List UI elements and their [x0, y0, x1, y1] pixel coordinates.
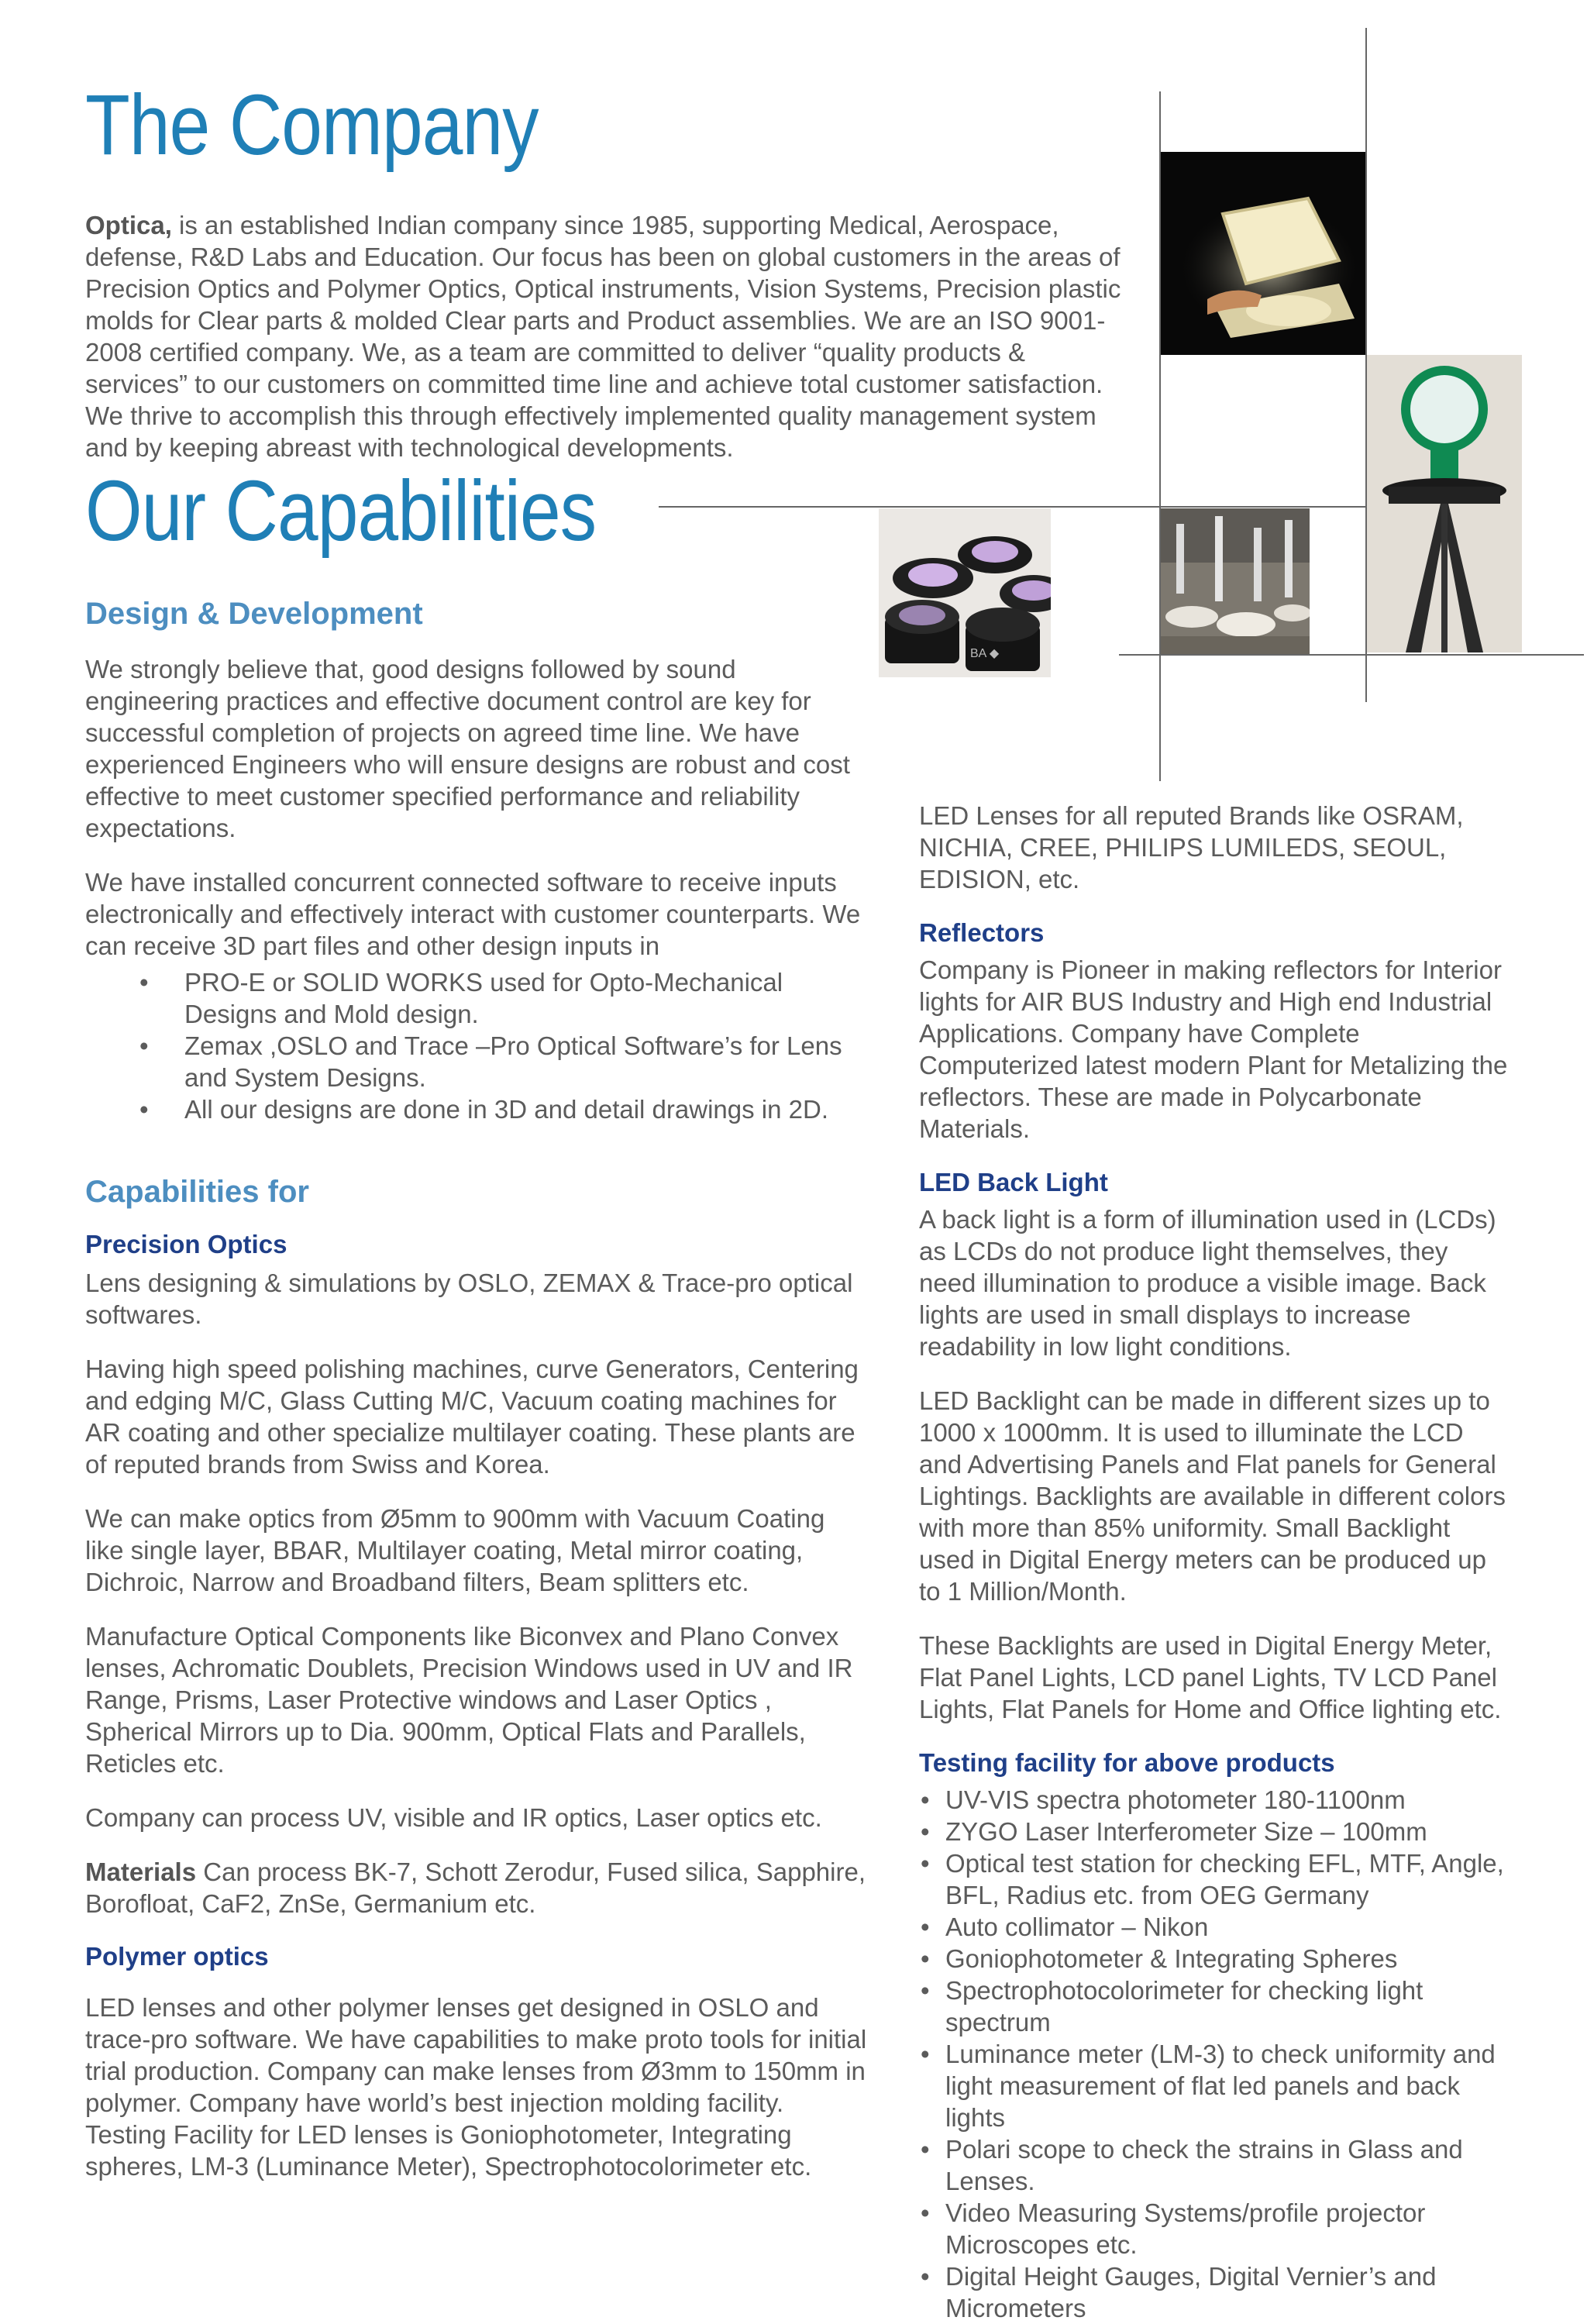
backlight-heading: LED Back Light [919, 1168, 1108, 1196]
testing-bullet: • Auto collimator – Nikon [921, 1913, 1209, 1941]
precision-paragraph-2: Having high speed polishing machines, curve Generators, Centering and edging M/C, Glass Cutting M/C, Vacuum coating machines for AR coating and other specialize multilayer coating. These plants are of reputed brands from Swiss and Korea. [85, 1355, 859, 1479]
bullet-dot-icon: • [921, 1785, 930, 1814]
polymer-optics-heading: Polymer optics [85, 1942, 269, 1971]
testing-bullet: • Goniophotometer & Integrating Spheres [921, 1944, 1398, 1973]
testing-bullet: • Luminance meter (LM-3) to check uniformity and light measurement of flat led panels and back lights [921, 2040, 1496, 2132]
divider-horizontal-2 [1119, 654, 1584, 656]
photo-optics-workshop [1161, 508, 1310, 654]
precision-paragraph-3: We can make optics from Ø5mm to 900mm with Vacuum Coating like single layer, BBAR, Multilayer coating, Metal mirror coating, Dichroic, Narrow and Broadband filters, Beam splitters etc. [85, 1504, 825, 1596]
design-paragraph-1: We strongly believe that, good designs followed by sound engineering practices and effective document control are key for successful completion of projects on agreed time line. We have experienced Engineers who will ensure designs are robust and cost effective to meet customer specified performance and reliability expectations. [85, 655, 850, 842]
capabilities-title: Our Capabilities [85, 463, 597, 559]
materials-label: Materials [85, 1857, 197, 1886]
bullet-dot-icon: • [921, 2198, 930, 2227]
testing-bullet: • UV-VIS spectra photometer 180-1100nm [921, 1785, 1406, 1814]
backlight-paragraph-1: A back light is a form of illumination used in (LCDs) as LCDs do not produce light themselves, they need illumination to produce a visible image. Back lights are used in small displays to increase readability in low light conditions. [919, 1205, 1496, 1361]
bullet-dot-icon: • [921, 1913, 930, 1941]
bullet-dot-icon: • [921, 2040, 930, 2068]
backlight-paragraph-2: LED Backlight can be made in different sizes up to 1000 x 1000mm. It is used to illuminate the LCD and Advertising Panels and Flat panels for General Lightings. Backlights are available in different colors with more than 85% uniformity. Small Backlight used in Digital Energy meters can be produced up to 1 Million/Month. [919, 1386, 1506, 1606]
polymer-paragraph: LED lenses and other polymer lenses get designed in OSLO and trace-pro software. We have capabilities to make proto tools for initial trial production. Company can make lenses from Ø3mm to 150mm in polymer. Company have world’s best injection molding facility. Testing Facility for LED lenses is Goniophotometer, Integrating spheres, LM-3 (Luminance Meter), Spectrophotocolorimeter etc. [85, 1993, 867, 2181]
company-intro-text: is an established Indian company since 1985, supporting Medical, Aerospace, defense, R&D Labs and Education. Our focus has been on global customers in the areas of Precision Optics and Polymer Optics, Optical instruments, Vision Systems, Precision plastic molds for Clear parts & molded Clear parts and Product assemblies. We are an ISO 9001-2008 certified company. We, as a team are committed to deliver “quality products & services” to our customers on committed time line and achieve total customer satisfaction. We thrive to accomplish this through effectively implemented quality management system and by keeping abreast with technological developments. [85, 211, 1121, 462]
testing-bullet: • Digital Height Gauges, Digital Vernier’s and Micrometers [921, 2262, 1437, 2322]
design-bullet-list [85, 966, 868, 1125]
design-bullet: • All our designs are done in 3D and detail drawings in 2D. [139, 1095, 828, 1124]
testing-bullet: • Video Measuring Systems/profile projector Microscopes etc. [921, 2198, 1426, 2259]
bullet-dot-icon: • [921, 1976, 930, 2005]
testing-bullet: • Spectrophotocolorimeter for checking light spectrum [921, 1976, 1423, 2037]
materials-paragraph [85, 1856, 868, 1919]
company-intro-paragraph [85, 209, 1127, 463]
bullet-dot-icon: • [921, 1944, 930, 1973]
photo-backlight-panel [1161, 152, 1365, 355]
lens-engraving: BA ◆ [970, 647, 1000, 660]
photo-lens-cells [879, 508, 1051, 677]
left-column [85, 597, 868, 2205]
design-paragraph-2: We have installed concurrent connected software to receive inputs electronically and effectively interact with customer counterparts. We can receive 3D part files and other design inputs in [85, 868, 861, 960]
precision-optics-heading: Precision Optics [85, 1230, 287, 1258]
testing-bullet: • ZYGO Laser Interferometer Size – 100mm [921, 1817, 1427, 1846]
company-name: Optica, [85, 211, 172, 239]
bullet-dot-icon: • [139, 1031, 149, 1060]
reflectors-paragraph: Company is Pioneer in making reflectors for Interior lights for AIR BUS Industry and High end Industrial Applications. Company have Complete Computerized latest modern Plant for Metalizing the reflectors. These are made in Polycarbonate Materials. [919, 955, 1508, 1143]
divider-horizontal-1 [659, 506, 1372, 508]
precision-paragraph-1: Lens designing & simulations by OSLO, ZEMAX & Trace-pro optical softwares. [85, 1269, 853, 1329]
materials-text: Can process BK-7, Schott Zerodur, Fused silica, Sapphire, Borofloat, CaF2, ZnSe, Germanium etc. [85, 1857, 866, 1918]
led-lenses-paragraph: LED Lenses for all reputed Brands like OSRAM, NICHIA, CREE, PHILIPS LUMILEDS, SEOUL, EDISION, etc. [919, 801, 1464, 893]
bullet-dot-icon: • [921, 1849, 930, 1878]
design-heading: Design & Development [85, 597, 423, 631]
company-title: The Company [85, 77, 539, 173]
design-bullet: • Zemax ,OSLO and Trace –Pro Optical Software’s for Lens and System Designs. [139, 1031, 842, 1092]
testing-bullet-list [919, 1784, 1508, 2324]
reflectors-heading: Reflectors [919, 918, 1045, 947]
bullet-dot-icon: • [139, 1095, 149, 1124]
capabilities-for-heading: Capabilities for [85, 1175, 309, 1209]
testing-bullet: • Polari scope to check the strains in Glass and Lenses. [921, 2135, 1463, 2195]
bullet-dot-icon: • [921, 1817, 930, 1846]
company-intro [85, 209, 1127, 486]
testing-heading: Testing facility for above products [919, 1748, 1335, 1777]
design-bullet: • PRO-E or SOLID WORKS used for Opto-Mechanical Designs and Mold design. [139, 968, 783, 1028]
photo-mirror-stand [1367, 355, 1522, 652]
backlight-paragraph-3: These Backlights are used in Digital Energy Meter, Flat Panel Lights, LCD panel Lights, TV LCD Panel Lights, Flat Panels for Home and Office lighting etc. [919, 1631, 1502, 1723]
precision-paragraph-4: Manufacture Optical Components like Biconvex and Plano Convex lenses, Achromatic Doublets, Precision Windows used in UV and IR Range, Prisms, Laser Protective windows and Laser Optics , Spherical Mirrors up to Dia. 900mm, Optical Flats and Parallels, Reticles etc. [85, 1622, 853, 1778]
testing-bullet: • Optical test station for checking EFL, MTF, Angle, BFL, Radius etc. from OEG Germany [921, 1849, 1504, 1909]
right-column [919, 800, 1508, 2324]
precision-paragraph-5: Company can process UV, visible and IR optics, Laser optics etc. [85, 1803, 822, 1832]
bullet-dot-icon: • [921, 2135, 930, 2164]
bullet-dot-icon: • [139, 968, 149, 997]
bullet-dot-icon: • [921, 2262, 930, 2291]
